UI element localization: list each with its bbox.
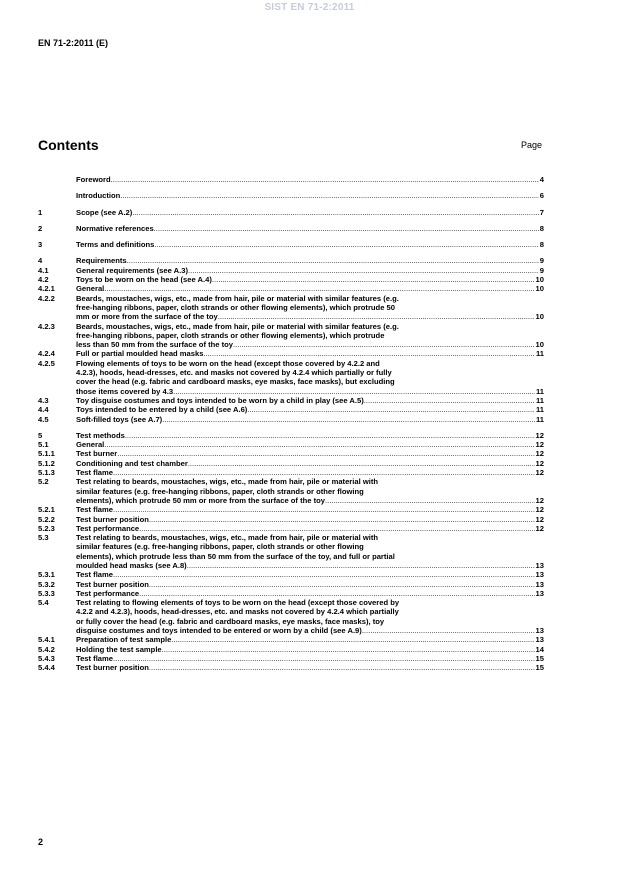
- toc-entry-page: 13: [535, 635, 544, 645]
- toc-entry-title-line: Preparation of test sample: [76, 635, 172, 645]
- dot-leader: [154, 240, 538, 249]
- toc-entry-title: [76, 654, 544, 663]
- toc-entry-page: 10: [535, 284, 544, 294]
- toc-entry[interactable]: [38, 275, 544, 284]
- toc-entry-title-line: Beards, moustaches, wigs, etc., made from hair, pile or material with similar features (e.g.: [76, 293, 399, 303]
- document-id: EN 71-2:2011 (E): [38, 38, 109, 48]
- toc-entry-number: 1: [38, 207, 43, 217]
- toc-entry-title: [76, 405, 544, 414]
- toc-entry-number: 4.2.3: [38, 321, 55, 331]
- toc-entry-number: 5.4.3: [38, 653, 55, 663]
- toc-entry-title: [76, 440, 544, 449]
- toc-entry-title-line: similar features (e.g. free-hanging ribbons, paper, cloth strands or other flowing: [76, 542, 364, 552]
- toc-entry-number: 4.5: [38, 414, 49, 424]
- toc-entry-title: [76, 635, 544, 644]
- toc-entry[interactable]: [38, 524, 544, 533]
- toc-entry-page: 10: [535, 275, 544, 285]
- toc-entry-page: 9: [539, 265, 544, 275]
- toc-entry-page: 6: [539, 191, 544, 201]
- toc-entry[interactable]: [38, 654, 544, 663]
- toc-entry-number: 5: [38, 430, 43, 440]
- toc-entry-page: 11: [535, 395, 544, 405]
- toc-entry[interactable]: [38, 477, 544, 505]
- toc-entry-title: [76, 533, 544, 570]
- toc-entry[interactable]: [38, 663, 544, 672]
- toc-entry-number: 3: [38, 240, 43, 250]
- toc-entry-number: 4.2.2: [38, 293, 55, 303]
- toc-entry-title: [76, 415, 544, 424]
- toc-entry[interactable]: [38, 405, 544, 414]
- toc-entry-title-line: Test burner: [76, 449, 118, 459]
- toc-entry-page: 7: [539, 207, 544, 217]
- dot-leader: [117, 449, 534, 458]
- toc-entry-page: 12: [535, 514, 544, 524]
- toc-entry-page: 11: [535, 349, 544, 359]
- toc-entry-title-line: General: [76, 440, 105, 450]
- toc-entry[interactable]: [38, 505, 544, 514]
- toc-entry-number: 4.3: [38, 395, 49, 405]
- toc-entry-title: [76, 240, 544, 249]
- toc-entry[interactable]: [38, 175, 544, 184]
- toc-entry-number: 4.4: [38, 405, 49, 415]
- toc-entry-page: 11: [535, 386, 544, 396]
- toc-entry[interactable]: [38, 449, 544, 458]
- toc-entry-number: 4.2.5: [38, 358, 55, 368]
- toc-entry-number: 5.1.2: [38, 458, 55, 468]
- toc-entry[interactable]: [38, 431, 544, 440]
- toc-entry-number: 5.4.4: [38, 663, 55, 673]
- toc-entry-number: 2: [38, 223, 43, 233]
- contents-title: Contents: [38, 137, 99, 153]
- toc-entry-title-line: Test flame: [76, 570, 113, 580]
- toc-entry-page: 11: [535, 405, 544, 415]
- toc-entry-number: 5.1.3: [38, 468, 55, 478]
- toc-entry-title-line: cover the head (e.g. fabric and cardboard masks, eye masks, face masks), but excluding: [76, 377, 395, 387]
- toc-entry-page: 12: [535, 458, 544, 468]
- toc-entry-page: 4: [539, 175, 544, 184]
- toc-entry[interactable]: [38, 468, 544, 477]
- toc-entry-title-line: Flowing elements of toys to be worn on the head (except those covered by 4.2.2 and: [76, 358, 380, 368]
- dot-leader: [139, 589, 534, 598]
- toc-entry[interactable]: [38, 589, 544, 598]
- toc-entry-title: [76, 284, 544, 293]
- toc-entry-number: 5.3.1: [38, 570, 55, 580]
- dot-leader: [362, 626, 535, 635]
- toc-entry-title: [76, 256, 544, 265]
- dot-leader: [203, 349, 535, 358]
- toc-entry-title-line: Test burner position: [76, 663, 149, 673]
- toc-entry[interactable]: [38, 515, 544, 524]
- toc-entry-number: 5.3.2: [38, 579, 55, 589]
- toc-entry-title-line: disguise costumes and toys intended to be entered or worn by a child (see A.9): [76, 626, 362, 636]
- dot-leader: [218, 312, 535, 321]
- toc-entry[interactable]: [38, 240, 544, 249]
- toc-entry-title: [76, 294, 544, 322]
- toc-entry-title-line: Conditioning and test chamber: [76, 458, 188, 468]
- toc-entry-title-line: Requirements: [76, 256, 127, 266]
- toc-entry-page: 13: [535, 626, 544, 636]
- toc-entry-title-line: Soft-filled toys (see A.7): [76, 414, 163, 424]
- toc-entry[interactable]: [38, 459, 544, 468]
- toc-entry[interactable]: [38, 415, 544, 424]
- toc-entry[interactable]: [38, 580, 544, 589]
- toc-entry[interactable]: [38, 359, 544, 396]
- dot-leader: [171, 635, 534, 644]
- toc-entry-title: [76, 570, 544, 579]
- dot-leader: [113, 505, 535, 514]
- toc-entry-title: [76, 645, 544, 654]
- toc-entry-number: 5.4.1: [38, 635, 55, 645]
- toc-entry-title-line: Toys to be worn on the head (see A.4): [76, 275, 212, 285]
- toc-entry-number: 4.1: [38, 265, 49, 275]
- toc-entry-title: [76, 449, 544, 458]
- toc-entry-title: [76, 175, 544, 184]
- toc-entry-page: 13: [535, 570, 544, 580]
- toc-entry-number: 4.2: [38, 275, 49, 285]
- toc-entry-title: [76, 349, 544, 358]
- toc-entry-number: [38, 175, 76, 184]
- toc-entry-number: [38, 191, 76, 200]
- toc-entry[interactable]: [38, 284, 544, 293]
- toc-entry-title: [76, 524, 544, 533]
- dot-leader: [139, 524, 534, 533]
- dot-leader: [188, 266, 539, 275]
- toc-entry-title: [76, 477, 544, 505]
- toc-entry[interactable]: [38, 208, 544, 217]
- toc-entry-title-line: Holding the test sample: [76, 644, 162, 654]
- toc-entry[interactable]: [38, 533, 544, 570]
- toc-entry[interactable]: [38, 256, 544, 265]
- toc-entry-page: 15: [535, 653, 544, 663]
- toc-entry-page: 10: [535, 340, 544, 350]
- toc-entry-title-line: Foreword: [76, 175, 111, 184]
- toc-entry-title: [76, 515, 544, 524]
- toc-entry-title-line: Test relating to flowing elements of toys to be worn on the head (except those covered by: [76, 598, 400, 608]
- toc-entry[interactable]: [38, 191, 544, 200]
- toc-entry[interactable]: [38, 396, 544, 405]
- toc-entry-title-line: Toys intended to be entered by a child (see A.6): [76, 405, 248, 415]
- toc-entry-page: 8: [539, 240, 544, 250]
- toc-entry-title-line: Test flame: [76, 505, 113, 515]
- toc-entry-title-line: or fully cover the head (e.g. fabric and cardboard masks, eye masks, face masks), toy: [76, 616, 385, 626]
- toc-entry-title: [76, 275, 544, 284]
- toc-entry-number: 5.2: [38, 477, 49, 487]
- toc-entry-title: [76, 431, 544, 440]
- dot-leader: [188, 459, 535, 468]
- toc-entry-number: 4.2.4: [38, 349, 55, 359]
- dot-leader: [162, 415, 535, 424]
- toc-entry[interactable]: [38, 294, 544, 322]
- toc-entry-title-line: Test methods: [76, 430, 125, 440]
- toc-entry-title-line: similar features (e.g. free-hanging ribbons, paper, cloth strands or other flowing: [76, 486, 364, 496]
- dot-leader: [113, 654, 535, 663]
- toc-entry[interactable]: [38, 266, 544, 275]
- toc-entry-title: [76, 663, 544, 672]
- toc-entry-title-line: less than 50 mm from the surface of the toy: [76, 340, 233, 350]
- table-of-contents: [38, 175, 544, 673]
- toc-entry-page: 12: [535, 495, 544, 505]
- toc-entry-title-line: 4.2.3), hoods, head-dresses, etc. and masks not covered by 4.2.4 which partially or fully: [76, 368, 392, 378]
- toc-entry-title: [76, 191, 544, 200]
- toc-entry-number: 4: [38, 256, 43, 266]
- toc-entry-page: 13: [535, 579, 544, 589]
- dot-leader: [325, 496, 535, 505]
- dot-leader: [149, 515, 535, 524]
- toc-entry[interactable]: [38, 322, 544, 350]
- dot-leader: [104, 284, 534, 293]
- dot-leader: [149, 663, 535, 672]
- toc-entry-title-line: Test flame: [76, 468, 113, 478]
- toc-entry-title-line: 4.2.2 and 4.2.3), hoods, head-dresses, etc. and masks not covered by 4.2.4 which partially: [76, 607, 399, 617]
- toc-entry-page: 15: [535, 663, 544, 673]
- toc-entry-page: 9: [539, 256, 544, 266]
- dot-leader: [162, 645, 535, 654]
- toc-entry[interactable]: [38, 635, 544, 644]
- toc-entry-number: 5.2.2: [38, 514, 55, 524]
- toc-entry-title-line: those items covered by 4.3: [76, 386, 174, 396]
- watermark: SIST EN 71-2:2011: [264, 2, 355, 13]
- page-column-header: Page: [521, 140, 543, 150]
- toc-entry-title-line: free-hanging ribbons, paper, cloth strands or other flowing elements), which protrude: [76, 330, 385, 340]
- dot-leader: [364, 396, 535, 405]
- dot-leader: [104, 440, 534, 449]
- dot-leader: [212, 275, 535, 284]
- toc-entry-title-line: Test performance: [76, 523, 140, 533]
- toc-entry-number: 5.2.1: [38, 505, 55, 515]
- toc-entry-title: [76, 580, 544, 589]
- toc-entry[interactable]: [38, 224, 544, 233]
- toc-entry-title-line: Scope (see A.2): [76, 207, 133, 217]
- toc-entry-page: 14: [535, 644, 544, 654]
- dot-leader: [120, 191, 538, 200]
- dot-leader: [125, 431, 535, 440]
- toc-entry-title: [76, 589, 544, 598]
- toc-entry-title-line: Terms and definitions: [76, 240, 155, 250]
- dot-leader: [154, 224, 539, 233]
- toc-entry-title-line: free-hanging ribbons, paper, cloth strands or other flowing elements), which protrude 50: [76, 302, 395, 312]
- toc-entry-title-line: Beards, moustaches, wigs, etc., made from hair, pile or material with similar features (e.g.: [76, 321, 399, 331]
- toc-entry-title-line: General requirements (see A.3): [76, 265, 188, 275]
- toc-entry-page: 11: [535, 414, 544, 424]
- toc-entry-title: [76, 359, 544, 396]
- toc-entry-title-line: moulded head masks (see A.8): [76, 560, 187, 570]
- toc-entry-title: [76, 459, 544, 468]
- dot-leader: [113, 468, 535, 477]
- toc-entry-title-line: Test burner position: [76, 514, 149, 524]
- toc-entry-number: 5.2.3: [38, 523, 55, 533]
- toc-entry-title: [76, 396, 544, 405]
- dot-leader: [233, 340, 535, 349]
- toc-entry-number: 5.1: [38, 440, 49, 450]
- toc-entry-title: [76, 266, 544, 275]
- toc-entry-title: [76, 598, 544, 635]
- toc-entry-number: 5.3: [38, 533, 49, 543]
- toc-entry[interactable]: [38, 440, 544, 449]
- toc-entry-title-line: mm or more from the surface of the toy: [76, 312, 218, 322]
- toc-entry-page: 12: [535, 468, 544, 478]
- toc-entry-title-line: Normative references: [76, 223, 154, 233]
- toc-entry-page: 12: [535, 523, 544, 533]
- toc-entry[interactable]: [38, 598, 544, 635]
- toc-entry-title: [76, 505, 544, 514]
- toc-entry-page: 12: [535, 430, 544, 440]
- toc-entry-page: 12: [535, 505, 544, 515]
- toc-entry-title-line: elements), which protrude less than 50 mm from the surface of the toy, and full or partial: [76, 551, 395, 561]
- toc-entry[interactable]: [38, 645, 544, 654]
- dot-leader: [149, 580, 535, 589]
- dot-leader: [132, 208, 538, 217]
- toc-entry-number: 4.2.1: [38, 284, 55, 294]
- toc-entry-title: [76, 322, 544, 350]
- toc-entry-title-line: Test flame: [76, 653, 113, 663]
- toc-entry-number: 5.1.1: [38, 449, 55, 459]
- toc-entry[interactable]: [38, 349, 544, 358]
- toc-entry-title: [76, 208, 544, 217]
- toc-entry-number: 5.3.3: [38, 588, 55, 598]
- toc-entry-title-line: Toy disguise costumes and toys intended to be worn by a child in play (see A.5): [76, 395, 364, 405]
- toc-entry-title: [76, 224, 544, 233]
- toc-entry-page: 12: [535, 449, 544, 459]
- toc-entry-page: 8: [539, 223, 544, 233]
- toc-entry-page: 13: [535, 560, 544, 570]
- toc-entry-title-line: Test performance: [76, 588, 140, 598]
- dot-leader: [127, 256, 539, 265]
- page-number: 2: [38, 837, 44, 847]
- toc-entry-title-line: Test burner position: [76, 579, 149, 589]
- dot-leader: [173, 387, 535, 396]
- toc-entry-page: 12: [535, 440, 544, 450]
- toc-entry-page: 13: [535, 588, 544, 598]
- toc-entry-title-line: General: [76, 284, 105, 294]
- toc-entry-number: 5.4: [38, 598, 49, 608]
- toc-entry-title-line: Test relating to beards, moustaches, wigs, etc., made from hair, pile or material with: [76, 533, 379, 543]
- toc-entry-number: 5.4.2: [38, 644, 55, 654]
- dot-leader: [111, 175, 539, 184]
- dot-leader: [247, 405, 535, 414]
- toc-entry[interactable]: [38, 570, 544, 579]
- toc-entry-title-line: Introduction: [76, 191, 121, 201]
- toc-entry-title: [76, 468, 544, 477]
- dot-leader: [187, 561, 535, 570]
- toc-entry-title-line: Full or partial moulded head masks: [76, 349, 204, 359]
- toc-entry-title-line: elements), which protrude 50 mm or more from the surface of the toy: [76, 495, 325, 505]
- toc-entry-page: 10: [535, 312, 544, 322]
- dot-leader: [113, 570, 535, 579]
- toc-entry-title-line: Test relating to beards, moustaches, wigs, etc., made from hair, pile or material with: [76, 477, 379, 487]
